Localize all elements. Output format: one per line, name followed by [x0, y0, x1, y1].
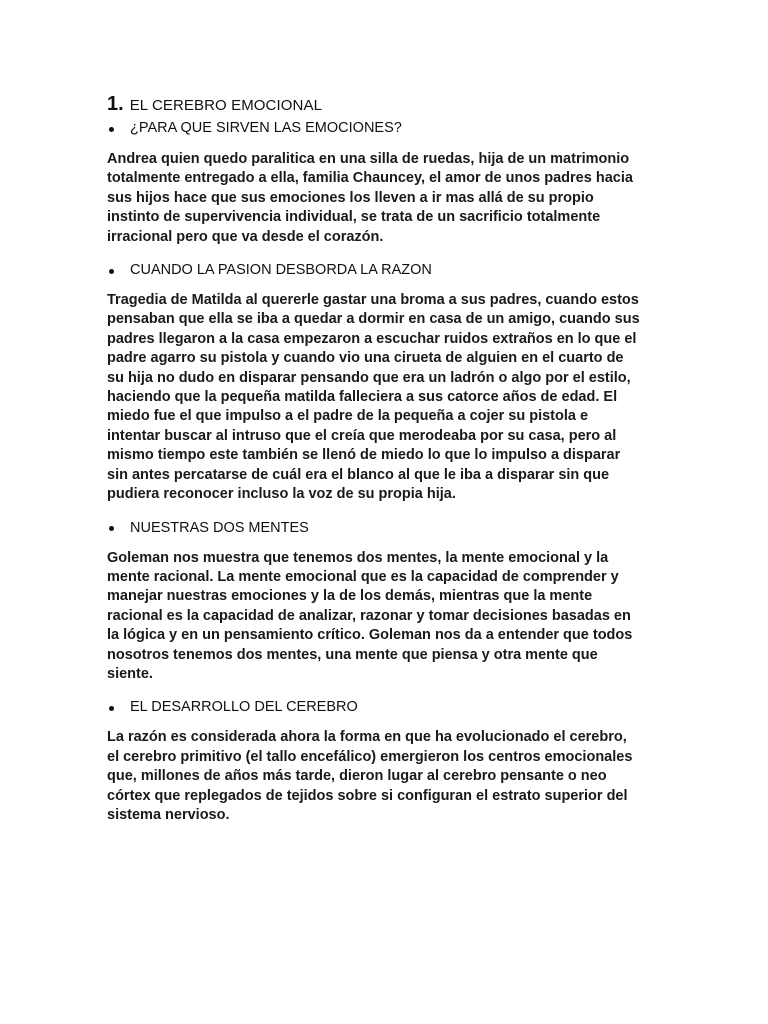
bullet-label: EL DESARROLLO DEL CEREBRO [130, 699, 358, 716]
section-paragraph: Tragedia de Matilda al quererle gastar una broma a sus padres, cuando estos pensaban que ella se iba a quedar a dormir en casa de un amigo, cuando sus padres llegaron a la casa empezaron a escuchar ruidos extraños en lo que el padre agarro su pistola y cuando vio una cirueta de alguien en el cuarto de su hija no dudo en disparar pensando que era un ladrón o algo por el estilo, haciendo que la pequeña matilda falleciera a sus catorce años de edad. El miedo fue el que impulso a el padre de la pequeña a cojer su pistola e intentar buscar al intruso que el creía que merodeaba por su casa, pero al mismo tiempo este también se llenó de miedo lo que lo impulso a disparar sin antes percatarse de cuál era el blanco al que le iba a disparar sin que pudiera reconocer incluso la voz de su propia hija. [107, 292, 640, 503]
section-bullet-emociones [107, 117, 663, 139]
heading-number: 1. [107, 93, 124, 115]
section-bullet-pasion [107, 259, 663, 281]
section-paragraph: Andrea quien quedo paralitica en una silla de ruedas, hija de un matrimonio totalmente entregado a ella, familia Chauncey, el amor de unos padres hacia sus hijos hace que sus emociones los lleven a ir mas allá de su propio instinto de supervivencia individual, se trata de un sacrificio totalmente irracional pero que va desde el corazón. [107, 151, 633, 245]
bullet-dot-icon [109, 269, 114, 274]
bullet-dot-icon [109, 526, 114, 531]
section-bullet-desarrollo [107, 696, 663, 718]
document-heading [107, 93, 663, 117]
section-bullet-mentes [107, 517, 663, 539]
bullet-dot-icon [109, 706, 114, 711]
bullet-label: CUANDO LA PASION DESBORDA LA RAZON [130, 262, 432, 279]
bullet-label: ¿PARA QUE SIRVEN LAS EMOCIONES? [130, 120, 402, 136]
section-paragraph: Goleman nos muestra que tenemos dos mentes, la mente emocional y la mente racional. La mente emocional que es la capacidad de comprender y manejar nuestras emociones y la de los demás, mientras que la mente racional es la capacidad de analizar, razonar y tomar decisiones basadas en la lógica y en un pensamiento crítico. Goleman nos da a entender que todos nosotros tenemos dos mentes, una mente que piensa y otra mente que siente. [107, 549, 633, 682]
bullet-dot-icon [109, 127, 114, 132]
section-paragraph: La razón es considerada ahora la forma en que ha evolucionado el cerebro, el cerebro primitivo (el tallo encefálico) emergieron los centros emocionales que, millones de años más tarde, dieron lugar al cerebro pensante o neo córtex que replegados de tejidos sobre si configuran el estrato superior del sistema nervioso. [107, 729, 633, 823]
heading-text: EL CEREBRO EMOCIONAL [129, 97, 323, 114]
bullet-label: NUESTRAS DOS MENTES [130, 519, 309, 536]
document-page [107, 93, 663, 825]
